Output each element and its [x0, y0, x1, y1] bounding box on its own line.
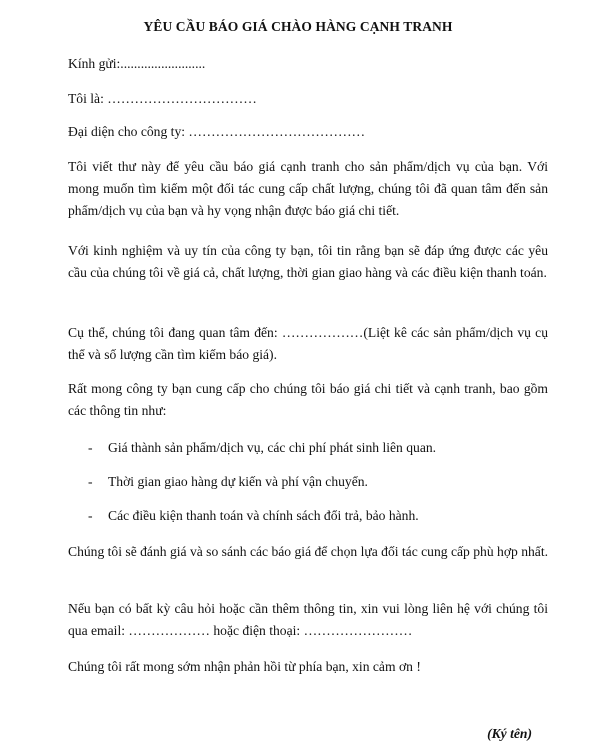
bullet-text: Các điều kiện thanh toán và chính sách đổi trả, bảo hành.: [108, 508, 419, 523]
paragraph-intro: Tôi viết thư này để yêu cầu báo giá cạnh tranh cho sản phẩm/dịch vụ của bạn. Với mong muốn tìm kiếm một đối tác cung cấp chất lượng, chúng tôi đã quan tâm đến sản phẩm/dịch vụ của bạn và hy vọng nhận được báo giá chi tiết.: [68, 159, 548, 218]
bullet-dash: -: [88, 474, 93, 489]
bullet-text: Thời gian giao hàng dự kiến và phí vận chuyển.: [108, 474, 368, 489]
bullet-item: [88, 471, 368, 493]
paragraph-evaluation: Chúng tôi sẽ đánh giá và so sánh các báo giá để chọn lựa đối tác cung cấp phù hợp nhất.: [68, 544, 549, 559]
signature-placeholder: (Ký tên): [487, 726, 532, 741]
bullet-item: [88, 505, 419, 527]
bullet-dash: -: [88, 440, 93, 455]
paragraph-request: Rất mong công ty bạn cung cấp cho chúng tôi báo giá chi tiết và cạnh tranh, bao gồm các thông tin như:: [68, 381, 548, 418]
paragraph-contact: Nếu bạn có bất kỳ câu hỏi hoặc cần thêm thông tin, xin vui lòng liên hệ với chúng tôi qua email: ……………… hoặc điện thoại: ……………………: [68, 601, 548, 638]
company-line: Đại diện cho công ty: …………………………………: [68, 124, 366, 139]
recipient-line: Kính gửi:.........................: [68, 56, 206, 71]
bullet-text: Giá thành sản phẩm/dịch vụ, các chi phí phát sinh liên quan.: [108, 440, 437, 455]
paragraph-products: Cụ thể, chúng tôi đang quan tâm đến: ………………(Liệt kê các sản phẩm/dịch vụ cụ thể và số lượng cần tìm kiếm báo giá).: [68, 325, 548, 362]
paragraph-reputation: Với kinh nghiệm và uy tín của công ty bạn, tôi tin rằng bạn sẽ đáp ứng được các yêu cầu của chúng tôi về giá cả, chất lượng, thời gian giao hàng và các điều kiện thanh toán.: [68, 243, 548, 280]
sender-name-line: Tôi là: ……………………………: [68, 91, 257, 106]
bullet-item: [88, 437, 436, 459]
paragraph-thanks: Chúng tôi rất mong sớm nhận phản hồi từ phía bạn, xin cảm ơn !: [68, 659, 421, 674]
document-title: YÊU CẦU BÁO GIÁ CHÀO HÀNG CẠNH TRANH: [143, 19, 453, 34]
bullet-dash: -: [88, 508, 93, 523]
